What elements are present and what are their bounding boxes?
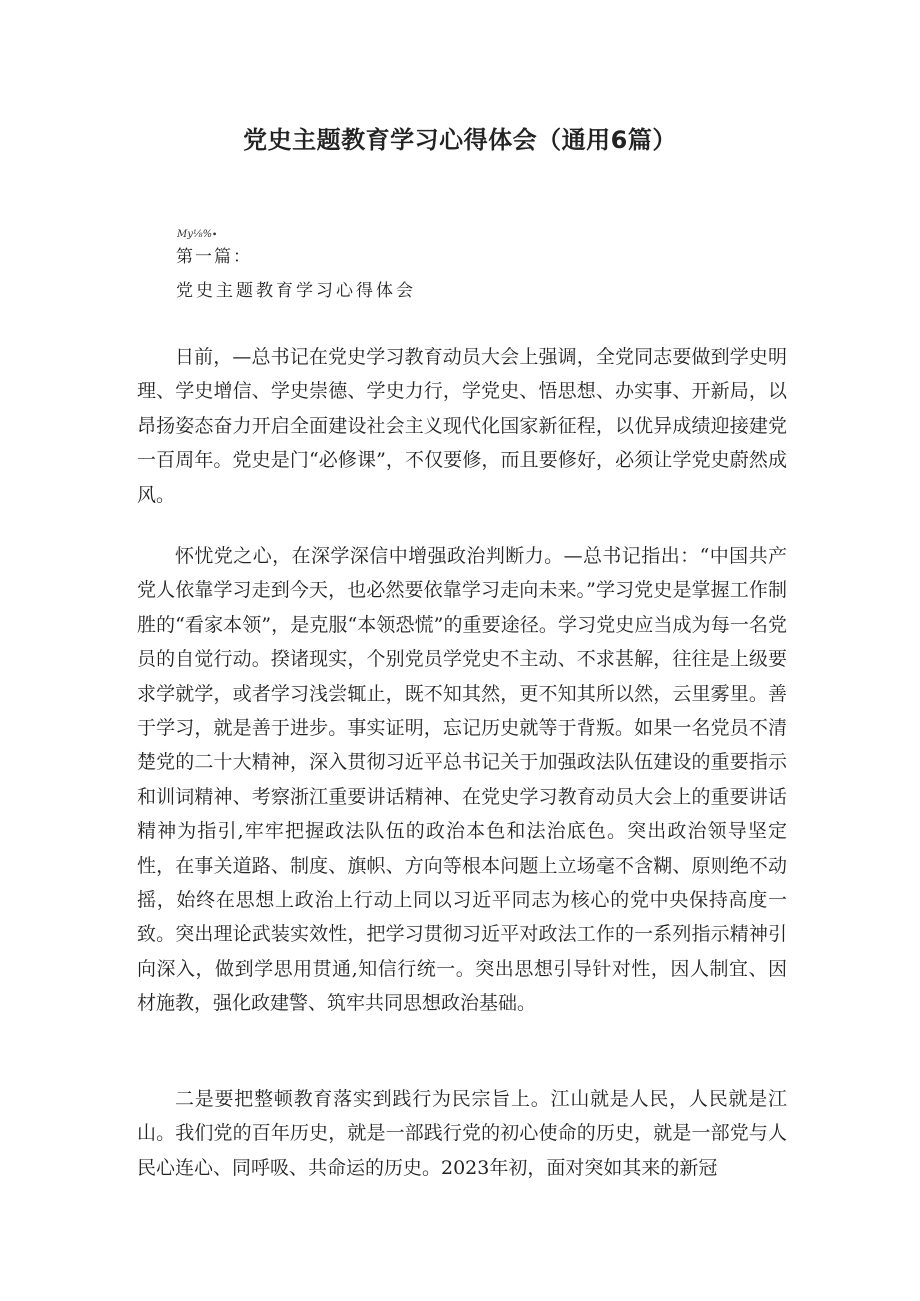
section-subtitle: 党史主题教育学习心得体会 <box>176 281 416 301</box>
section-label: 第一篇： <box>176 247 252 267</box>
body-paragraph: 二是要把整顿教育落实到践行为民宗旨上。江山就是人民，人民就是江山。我们党的百年历史，就是一部践行党的初心使命的历史，就是一部党与人民心连心、同呼吸、共命运的历史。2023年初，面对突如其来的新冠 <box>137 1088 787 1179</box>
body-paragraph: 日前，—总书记在党史学习教育动员大会上强调，全党同志要做到学史明理、学史增信、学史崇德、学史力行，学党史、悟思想、办实事、开新局，以昂扬姿态奋力开启全面建设社会主义现代化国家新征程，以优异成绩迎接建党一百周年。党史是门“必修课”，不仅要修，而且要修好，必须让学党史蔚然成风。 <box>137 346 787 506</box>
body-paragraph: 怀忧党之心，在深学深信中增强政治判断力。—总书记指出：“中国共产党人依靠学习走到今天，也必然要依靠学习走向未来。”学习党史是掌握工作制胜的“看家本领”，是克服“本领恐慌”的重要途径。学习党史应当成为每一名党员的自觉行动。揆诸现实，个别党员学党史不主动、不求甚解，往往是上级要求学就学，或者学习浅尝辄止，既不知其然，更不知其所以然，云里雾里。善于学习，就是善于进步。事实证明，忘记历史就等于背叛。如果一名党员不清楚党的二十大精神，深入贯彻习近平总书记关于加强政法队伍建设的重要指示和训词精神、考察浙江重要讲话精神、在党史学习教育动员大会上的重要讲话精神为指引,牢牢把握政法队伍的政治本色和法治底色。突出政治领导坚定性，在事关道路、制度、旗帜、方向等根本问题上立场毫不含糊、原则绝不动摇，始终在思想上政治上行动上同以习近平同志为核心的党中央保持高度一致。突出理论武装实效性，把学习贯彻习近平对政法工作的一系列指示精神引向深入，做到学思用贯通,知信行统一。突出思想引导针对性，因人制宜、因材施教，强化政建警、筑牢共同思想政治基础。 <box>137 545 787 1015</box>
handwritten-mark: My⅛%∙ <box>177 229 217 240</box>
document-title: 党史主题教育学习心得体会（通用6篇） <box>243 126 677 154</box>
